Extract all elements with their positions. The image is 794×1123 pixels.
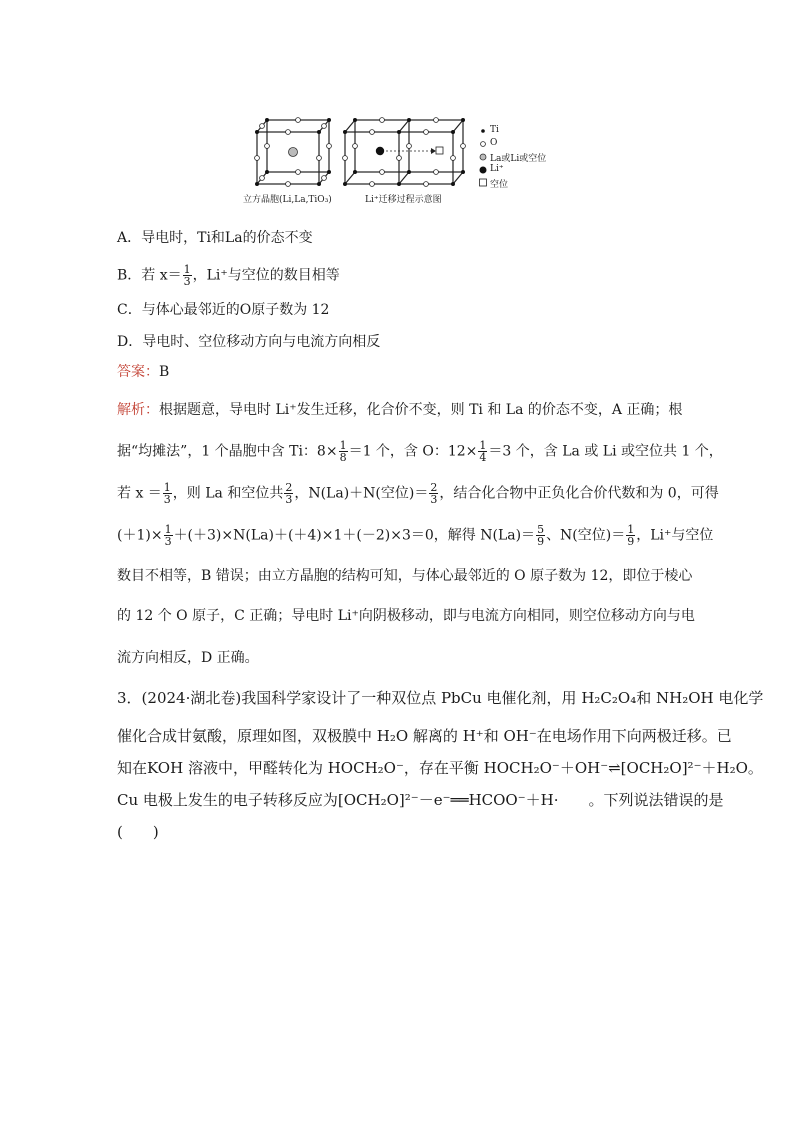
option-b bbox=[117, 264, 340, 287]
legend-ti-symbol bbox=[481, 129, 485, 133]
question-3-line-2: 催化合成甘氨酸，原理如图，双极膜中 H₂O 解离的 H⁺和 OH⁻在电场作用下向两极迁移。已 bbox=[117, 727, 732, 745]
legend-vacancy: 空位 bbox=[490, 180, 509, 190]
legend-li-symbol bbox=[480, 167, 487, 174]
answer-value: B bbox=[159, 364, 170, 380]
legend-vacancy-symbol bbox=[480, 179, 487, 186]
analysis-line-1: 解析：根据题意，导电时 Li⁺发生迁移，化合价不变，则 Ti 和 La 的价态不变，A 正确；根 bbox=[117, 402, 683, 418]
question-3-line-1: 3．(2024·湖北卷)我国科学家设计了一种双位点 PbCu 电催化剂，用 H₂C₂O₄和 NH₂OH 电化学 bbox=[117, 689, 764, 707]
figure-caption-right: Li⁺迁移过程示意图 bbox=[365, 195, 442, 205]
analysis-line-5: 数目不相等，B 错误；由立方晶胞的结构可知，与体心最邻近的 O 原子数为 12，即位于棱心 bbox=[117, 568, 693, 584]
answer-line bbox=[117, 362, 169, 382]
legend-la-symbol bbox=[480, 154, 486, 160]
analysis-line-4: (＋1)× $\frac{1}{3}$ ＋(＋3)×N(La)＋(＋4)×1＋(－2)×3＝0，解得 N(La)＝ $\frac{5}{9}$ 、N(空位)＝ $\frac{1}{9}$ ，Li⁺与空位 bbox=[117, 523, 714, 548]
crystal-figure bbox=[245, 112, 565, 212]
option-d: D．导电时、空位移动方向与电流方向相反 bbox=[117, 334, 381, 350]
legend-ti: Ti bbox=[490, 125, 499, 135]
option-b-suffix: ，Li⁺与空位的数目相等 bbox=[192, 267, 340, 284]
option-a: A．导电时，Ti和La的价态不变 bbox=[117, 230, 313, 246]
analysis-line-6: 的 12 个 O 原子，C 正确；导电时 Li⁺向阴极移动，即与电流方向相同，则空位移动方向与电 bbox=[117, 608, 695, 624]
analysis-label: 解析： bbox=[117, 402, 159, 418]
legend-o-symbol bbox=[481, 142, 486, 147]
figure-caption-left: 立方晶胞(Li,La,TiO₃) bbox=[243, 195, 332, 205]
legend-la: La或Li或空位 bbox=[490, 154, 547, 164]
analysis-line-2: 据“均摊法”，1 个晶胞中含 Ti：8× $\frac{1}{8}$ ＝1 个，含 O：12× $\frac{1}{4}$ ＝3 个，含 La 或 Li 或空位共 1 个， bbox=[117, 439, 723, 464]
answer-label: 答案： bbox=[117, 364, 159, 380]
cubic-cell-right bbox=[345, 120, 463, 184]
question-3-line-5: ( ) bbox=[117, 823, 159, 841]
fraction-one-third: $\frac{1}{3}$ bbox=[183, 263, 191, 288]
question-3-line-4: Cu 电极上发生的电子转移反应为[OCH₂O]²⁻－e⁻══HCOO⁻＋H· 。下列说法错误的是 bbox=[117, 791, 724, 809]
analysis-line-3: 若 x ＝ $\frac{1}{3}$ ，则 La 和空位共 $\frac{2}{3}$ ，N(La)＋N(空位)＝ $\frac{2}{3}$ ，结合化合物中正负化合价代数和为 0，可得 bbox=[117, 481, 719, 506]
legend-o: O bbox=[490, 138, 498, 148]
fraction-one-fourth: $\frac{1}{4}$ bbox=[479, 439, 487, 464]
fraction-one-eighth: $\frac{1}{8}$ bbox=[339, 439, 347, 464]
legend-li: Li⁺ bbox=[490, 164, 504, 174]
option-b-prefix: B．若 x＝ bbox=[117, 267, 182, 284]
option-c: C．与体心最邻近的O原子数为 12 bbox=[117, 302, 330, 318]
analysis-line-7: 流方向相反，D 正确。 bbox=[117, 650, 259, 666]
question-3-line-3: 知在KOH 溶液中，甲醛转化为 HOCH₂O⁻，存在平衡 HOCH₂O⁻＋OH⁻⇌[OCH₂O]²⁻＋H₂O。 bbox=[117, 759, 763, 777]
